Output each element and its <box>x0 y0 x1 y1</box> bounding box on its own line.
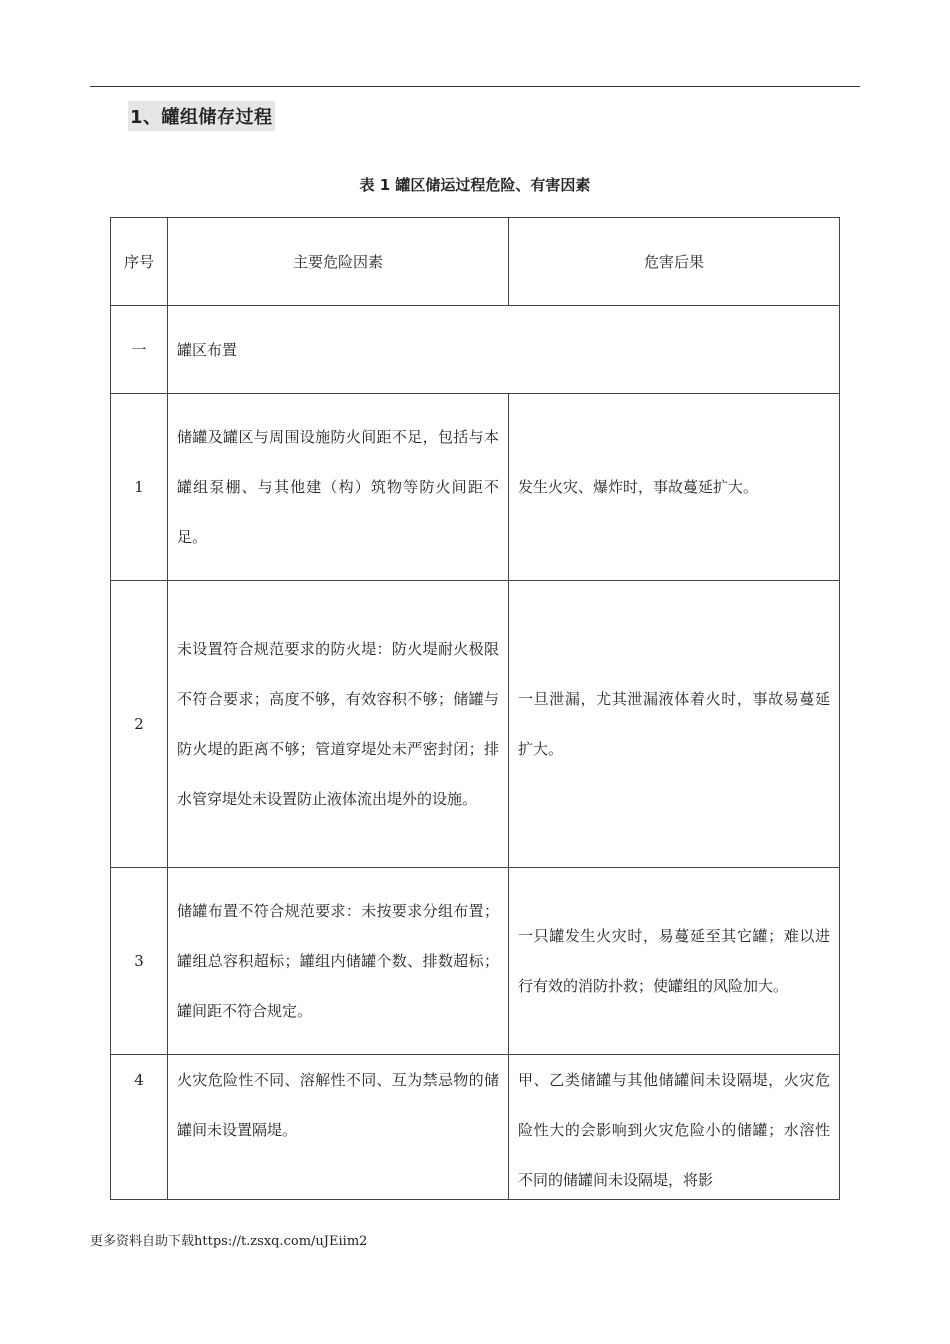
header-no: 序号 <box>111 218 168 306</box>
header-factor: 主要危险因素 <box>168 218 509 306</box>
row-consequence: 一旦泄漏，尤其泄漏液体着火时，事故易蔓延扩大。 <box>509 581 840 868</box>
row-consequence: 一只罐发生火灾时，易蔓延至其它罐；难以进行有效的消防扑救；使罐组的风险加大。 <box>509 868 840 1055</box>
row-factor-text: 火灾危险性不同、溶解性不同、互为禁忌物的储罐间未设置隔堤。 <box>177 1071 499 1139</box>
row-no: 2 <box>111 581 168 868</box>
row-no: 4 <box>111 1055 168 1200</box>
row-factor: 储罐布置不符合规范要求：未按要求分组布置；罐组总容积超标；罐组内储罐个数、排数超标；罐间距不符合规定。 <box>168 868 509 1055</box>
table-header-row <box>111 218 840 306</box>
section-no: 一 <box>111 306 168 394</box>
row-factor: 储罐及罐区与周围设施防火间距不足，包括与本罐组泵棚、与其他建（构）筑物等防火间距不足。 <box>168 394 509 581</box>
top-rule <box>90 86 860 87</box>
table-row <box>111 1055 840 1200</box>
row-factor <box>168 1055 509 1200</box>
row-no: 3 <box>111 868 168 1055</box>
row-consequence <box>509 1055 840 1200</box>
footer-download-link[interactable]: 更多资料自助下载https://t.zsxq.com/uJEiim2 <box>90 1234 368 1249</box>
table-row <box>111 868 840 1055</box>
row-consequence-text: 甲、乙类储罐与其他储罐间未设隔堤，火灾危险性大的会影响到火灾危险小的储罐；水溶性不同的储罐间未设隔堤，将影 <box>518 1071 830 1189</box>
row-no: 1 <box>111 394 168 581</box>
row-consequence: 发生火灾、爆炸时，事故蔓延扩大。 <box>509 394 840 581</box>
table-row <box>111 581 840 868</box>
section-title: 罐区布置 <box>168 306 840 394</box>
header-consequence: 危害后果 <box>509 218 840 306</box>
table-row <box>111 394 840 581</box>
section-heading: 1、罐组储存过程 <box>128 101 275 131</box>
table-caption: 表 1 罐区储运过程危险、有害因素 <box>359 176 591 194</box>
risk-table <box>110 217 840 1200</box>
section-row <box>111 306 840 394</box>
row-factor: 未设置符合规范要求的防火堤：防火堤耐火极限不符合要求；高度不够，有效容积不够；储罐与防火堤的距离不够；管道穿堤处未严密封闭；排水管穿堤处未设置防止液体流出堤外的设施。 <box>168 581 509 868</box>
